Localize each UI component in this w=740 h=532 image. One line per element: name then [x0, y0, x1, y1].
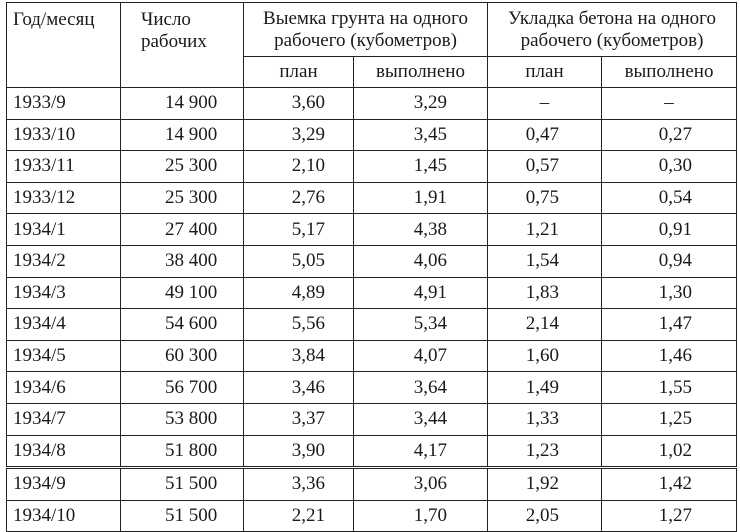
table-row	[7, 372, 737, 404]
excavation-done-cell: 1,45	[354, 151, 488, 183]
table-row	[7, 214, 737, 246]
excavation-plan-cell: 5,17	[244, 214, 354, 246]
excavation-done-cell: 1,91	[354, 182, 488, 214]
month-cell: 1934/9	[7, 468, 121, 501]
excavation-done-header: выполнено	[354, 57, 488, 88]
table-row	[7, 435, 737, 468]
workers-cell: 38 400	[121, 245, 244, 277]
month-header-label: Год/месяц	[13, 9, 95, 30]
excavation-plan-cell: 5,56	[244, 309, 354, 341]
excavation-header	[244, 3, 488, 57]
concrete-done-cell: 1,02	[602, 435, 737, 468]
excavation-plan-cell: 5,05	[244, 245, 354, 277]
workers-header	[121, 3, 244, 88]
excavation-plan-cell: 3,84	[244, 340, 354, 372]
excavation-plan-cell: 3,90	[244, 435, 354, 468]
excavation-done-cell: 4,17	[354, 435, 488, 468]
excavation-plan-cell: 2,76	[244, 182, 354, 214]
workers-cell: 49 100	[121, 277, 244, 309]
concrete-plan-cell: 0,47	[488, 119, 602, 151]
month-cell: 1934/7	[7, 403, 121, 435]
excavation-plan-header: план	[244, 57, 354, 88]
excavation-done-cell: 3,64	[354, 372, 488, 404]
excavation-plan-cell: 4,89	[244, 277, 354, 309]
concrete-header-line2: рабочего (кубометров)	[520, 30, 704, 51]
excavation-done-cell: 3,29	[354, 88, 488, 120]
excavation-plan-cell: 3,46	[244, 372, 354, 404]
workers-cell: 60 300	[121, 340, 244, 372]
workers-header-line1: Число	[141, 9, 191, 30]
concrete-done-cell: 0,54	[602, 182, 737, 214]
workers-cell: 14 900	[121, 88, 244, 120]
concrete-plan-header: план	[488, 57, 602, 88]
table-row	[7, 151, 737, 183]
concrete-plan-cell: 1,60	[488, 340, 602, 372]
table-row	[7, 277, 737, 309]
month-cell: 1933/10	[7, 119, 121, 151]
concrete-done-cell: 1,25	[602, 403, 737, 435]
month-cell: 1933/11	[7, 151, 121, 183]
workers-cell: 56 700	[121, 372, 244, 404]
table-row	[7, 309, 737, 341]
excavation-done-cell: 4,38	[354, 214, 488, 246]
concrete-done-cell: 1,55	[602, 372, 737, 404]
concrete-plan-cell: 0,75	[488, 182, 602, 214]
concrete-done-cell: 1,27	[602, 500, 737, 532]
workers-cell: 27 400	[121, 214, 244, 246]
excavation-done-cell: 1,70	[354, 500, 488, 532]
table-row	[7, 119, 737, 151]
workers-cell: 53 800	[121, 403, 244, 435]
concrete-done-cell: 0,91	[602, 214, 737, 246]
concrete-plan-cell: 0,57	[488, 151, 602, 183]
concrete-plan-cell: 1,49	[488, 372, 602, 404]
concrete-plan-cell: 1,92	[488, 468, 602, 501]
workers-cell: 25 300	[121, 182, 244, 214]
concrete-plan-cell: 2,14	[488, 309, 602, 341]
excavation-header-line1: Выемка грунта на одного	[263, 8, 468, 29]
excavation-header-line2: рабочего (кубометров)	[274, 30, 457, 51]
concrete-plan-cell: 1,83	[488, 277, 602, 309]
concrete-plan-cell: 1,21	[488, 214, 602, 246]
month-cell: 1934/2	[7, 245, 121, 277]
table-body	[7, 88, 737, 532]
month-cell: 1934/4	[7, 309, 121, 341]
month-cell: 1934/1	[7, 214, 121, 246]
excavation-done-cell: 3,45	[354, 119, 488, 151]
concrete-done-cell: –	[602, 88, 737, 120]
table-row	[7, 500, 737, 532]
excavation-done-cell: 3,44	[354, 403, 488, 435]
table-row	[7, 245, 737, 277]
concrete-plan-cell: 1,23	[488, 435, 602, 468]
concrete-plan-cell: 1,33	[488, 403, 602, 435]
concrete-done-cell: 1,42	[602, 468, 737, 501]
excavation-plan-cell: 3,29	[244, 119, 354, 151]
concrete-plan-cell: 2,05	[488, 500, 602, 532]
excavation-done-cell: 3,06	[354, 468, 488, 501]
excavation-plan-cell: 2,21	[244, 500, 354, 532]
concrete-done-cell: 1,46	[602, 340, 737, 372]
excavation-done-cell: 4,06	[354, 245, 488, 277]
month-cell: 1934/10	[7, 500, 121, 532]
month-cell: 1934/8	[7, 435, 121, 468]
workers-cell: 51 800	[121, 435, 244, 468]
workers-cell: 25 300	[121, 151, 244, 183]
month-cell: 1933/9	[7, 88, 121, 120]
concrete-plan-cell: 1,54	[488, 245, 602, 277]
excavation-done-cell: 4,07	[354, 340, 488, 372]
month-cell: 1934/6	[7, 372, 121, 404]
concrete-done-cell: 1,47	[602, 309, 737, 341]
concrete-done-cell: 0,27	[602, 119, 737, 151]
table-row	[7, 182, 737, 214]
workers-cell: 51 500	[121, 500, 244, 532]
month-cell: 1933/12	[7, 182, 121, 214]
concrete-done-cell: 1,30	[602, 277, 737, 309]
data-table	[6, 2, 737, 532]
month-cell: 1934/3	[7, 277, 121, 309]
excavation-plan-cell: 2,10	[244, 151, 354, 183]
table-row	[7, 88, 737, 120]
table-row	[7, 468, 737, 501]
workers-cell: 54 600	[121, 309, 244, 341]
concrete-plan-cell: –	[488, 88, 602, 120]
concrete-done-cell: 0,94	[602, 245, 737, 277]
workers-header-line2: рабочих	[141, 31, 207, 52]
concrete-header-line1: Укладка бетона на одного	[508, 8, 716, 29]
concrete-header	[488, 3, 737, 57]
month-cell: 1934/5	[7, 340, 121, 372]
excavation-plan-cell: 3,36	[244, 468, 354, 501]
concrete-done-cell: 0,30	[602, 151, 737, 183]
excavation-plan-cell: 3,37	[244, 403, 354, 435]
workers-cell: 51 500	[121, 468, 244, 501]
concrete-done-header: выполнено	[602, 57, 737, 88]
table-row	[7, 340, 737, 372]
month-header	[7, 3, 121, 88]
excavation-done-cell: 4,91	[354, 277, 488, 309]
table-row	[7, 403, 737, 435]
excavation-done-cell: 5,34	[354, 309, 488, 341]
workers-cell: 14 900	[121, 119, 244, 151]
header-row-top	[7, 3, 737, 57]
excavation-plan-cell: 3,60	[244, 88, 354, 120]
